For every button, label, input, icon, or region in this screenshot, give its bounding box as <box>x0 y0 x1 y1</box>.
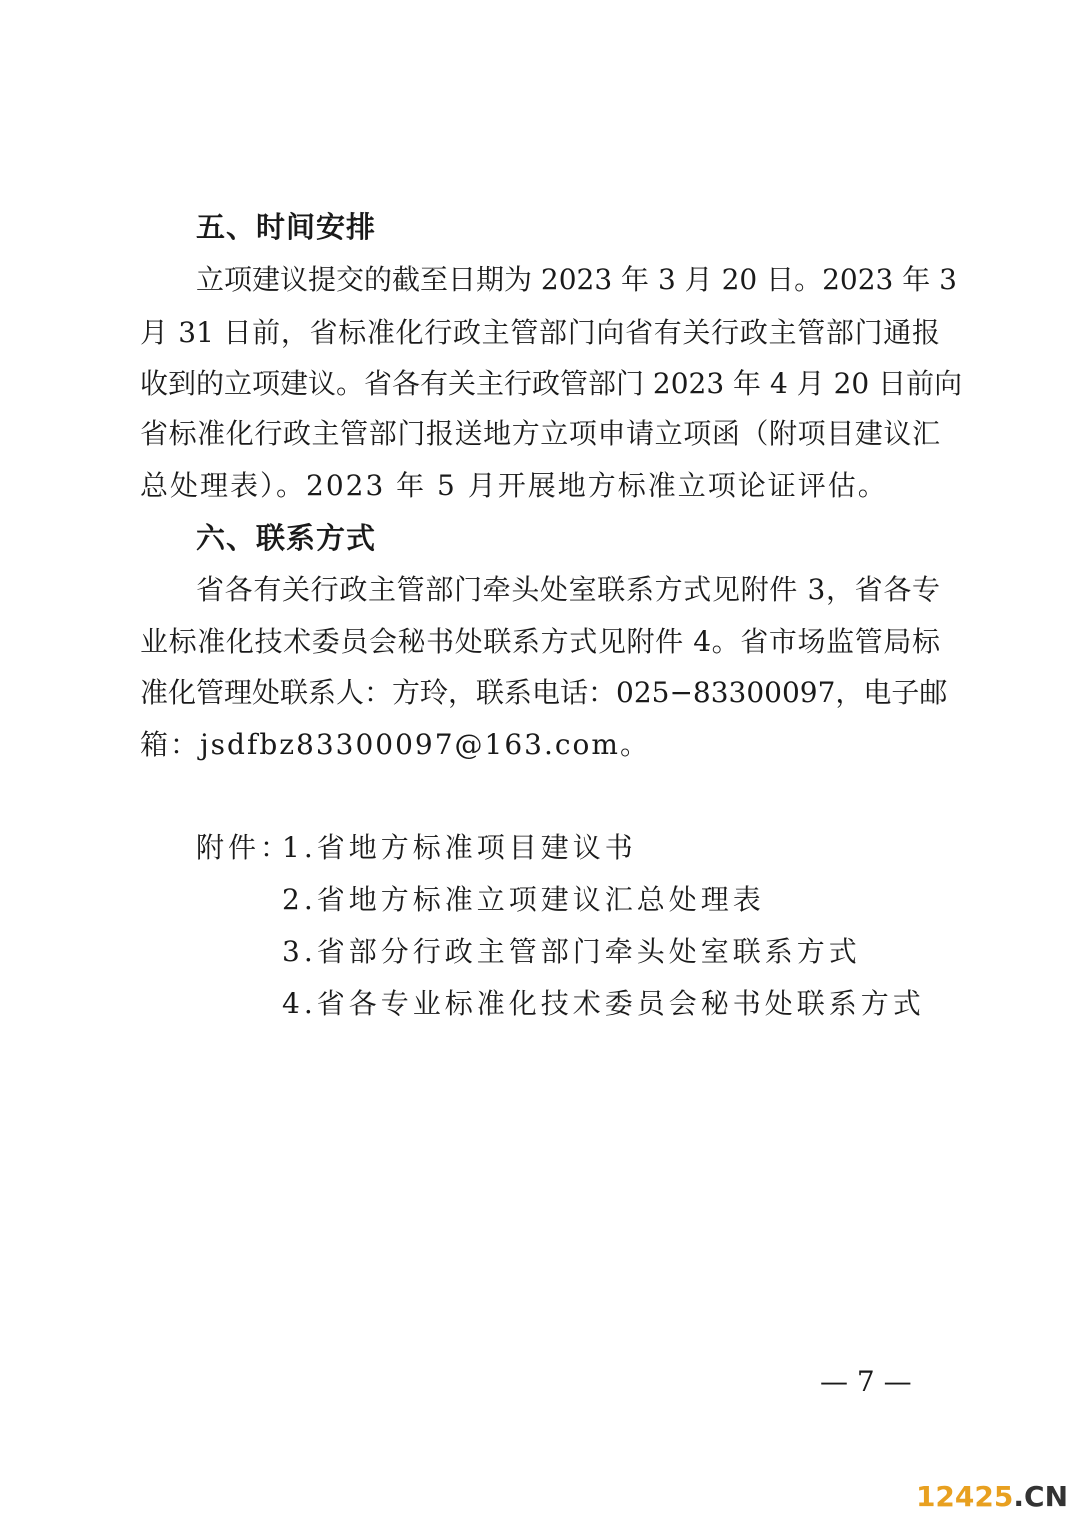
attachment-item-2: 2.省地方标准立项建议汇总处理表 <box>282 883 765 916</box>
section-5-line-2: 月 31 日前，省标准化行政主管部门向省有关行政主管部门通报 <box>140 316 940 349</box>
section-6-line-4: 箱：jsdfbz83300097@163.com。 <box>140 728 650 761</box>
section-5-line-3: 收到的立项建议。省各有关主行政管部门 2023 年 4 月 20 日前向 <box>140 367 963 400</box>
section-6-line-3: 准化管理处联系人：方玲，联系电话：025−83300097，电子邮 <box>140 676 948 709</box>
attachment-item-1: 1.省地方标准项目建议书 <box>282 831 637 864</box>
site-watermark <box>916 1480 1068 1513</box>
section-5-line-1: 立项建议提交的截至日期为 2023 年 3 月 20 日。2023 年 3 <box>196 263 957 296</box>
watermark-number: 12425 <box>915 1480 1014 1513</box>
section-6-line-1: 省各有关行政主管部门牵头处室联系方式见附件 3，省各专 <box>196 573 940 606</box>
watermark-dot: . <box>1013 1480 1025 1513</box>
section-6-line-2: 业标准化技术委员会秘书处联系方式见附件 4。省市场监管局标 <box>140 625 940 658</box>
attachments-label: 附件： <box>196 831 293 864</box>
section-6-heading: 六、联系方式 <box>196 521 377 555</box>
page-number: — 7 — <box>820 1365 912 1398</box>
attachment-item-3: 3.省部分行政主管部门牵头处室联系方式 <box>282 935 861 968</box>
section-5-line-4: 省标准化行政主管部门报送地方立项申请立项函（附项目建议汇 <box>140 417 940 450</box>
section-5-heading: 五、时间安排 <box>196 210 377 244</box>
section-5-line-5: 总处理表）。2023 年 5 月开展地方标准立项论证评估。 <box>140 469 888 502</box>
watermark-suffix: CN <box>1024 1480 1068 1513</box>
attachment-item-4: 4.省各专业标准化技术委员会秘书处联系方式 <box>282 987 925 1020</box>
